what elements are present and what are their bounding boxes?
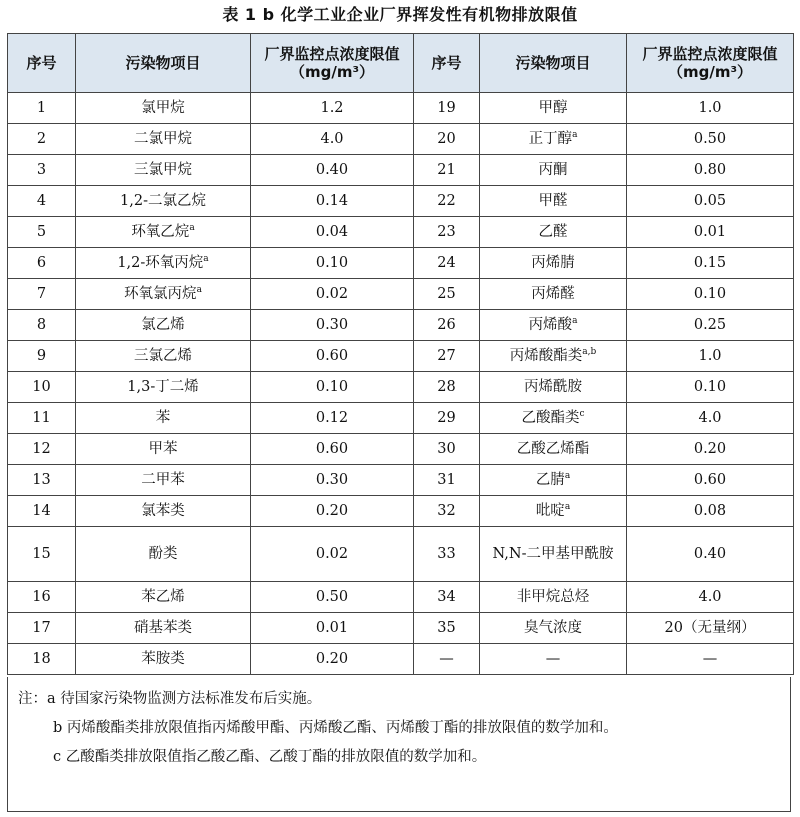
pollutant-name-right-text: 丙酮 (538, 162, 568, 178)
pollutant-name-right (480, 279, 627, 310)
limit-value-right (627, 434, 794, 465)
pollutant-name-left (76, 644, 251, 675)
pollutant-name-right-text: 丙烯酸 (528, 317, 573, 333)
limit-value-right (627, 527, 794, 582)
footnote-marker: a (189, 223, 195, 233)
table-row (8, 310, 794, 341)
limit-value-right-text: 0.50 (693, 131, 727, 147)
row-number-right-text: 25 (437, 286, 456, 302)
limit-value-left (251, 372, 414, 403)
pollutant-name-left-text: 苯胺类 (141, 651, 185, 667)
row-number-right (414, 124, 480, 155)
row-number-left-text: 3 (36, 162, 47, 178)
footnote-marker: a (572, 316, 578, 326)
limit-value-left-text: 0.20 (315, 503, 349, 519)
pollutant-name-right-text: 丙烯酸酯类 (509, 348, 583, 364)
header-item-left: 污染物项目 (76, 34, 251, 93)
row-number-left (8, 93, 76, 124)
row-number-left (8, 372, 76, 403)
row-number-left-text: 10 (32, 379, 51, 395)
row-number-right-text: 31 (437, 472, 456, 488)
limit-value-right (627, 582, 794, 613)
limit-value-right-text: 1.0 (698, 100, 722, 116)
row-number-right (414, 310, 480, 341)
row-number-right-text: 34 (437, 589, 456, 605)
limit-value-right (627, 613, 794, 644)
header-seq-right: 序号 (414, 34, 480, 93)
limit-value-right (627, 372, 794, 403)
pollutant-name-left (76, 613, 251, 644)
row-number-left-text: 4 (36, 193, 47, 209)
pollutant-name-right (480, 217, 627, 248)
limit-value-left-text: 0.20 (315, 651, 349, 667)
pollutant-name-left (76, 465, 251, 496)
row-number-right-text: 27 (437, 348, 456, 364)
row-number-right-text: 24 (437, 255, 456, 271)
row-number-left-text: 6 (36, 255, 47, 271)
pollutant-name-left-text: 苯乙烯 (141, 589, 185, 605)
pollutant-name-right-text: 丙烯腈 (531, 255, 575, 271)
row-number-left-text: 9 (36, 348, 47, 364)
row-number-right (414, 372, 480, 403)
pollutant-name-right (480, 403, 627, 434)
table-row (8, 434, 794, 465)
row-number-left (8, 403, 76, 434)
row-number-left-text: 11 (32, 410, 51, 426)
limit-value-left (251, 279, 414, 310)
limit-value-left-text: 0.02 (315, 286, 349, 302)
limit-value-right (627, 248, 794, 279)
pollutant-name-left-text: 1,3-丁二烯 (127, 379, 199, 395)
pollutant-name-left-text: 环氧乙烷 (131, 224, 190, 240)
row-number-right-text: — (439, 651, 454, 667)
limit-value-right (627, 279, 794, 310)
row-number-right-text: 33 (437, 546, 456, 562)
row-number-right (414, 403, 480, 434)
row-number-left (8, 434, 76, 465)
limit-value-right-text: 0.01 (693, 224, 727, 240)
table-row (8, 248, 794, 279)
pollutant-name-left-text: 氯甲烷 (141, 100, 185, 116)
row-number-right-text: 26 (437, 317, 456, 333)
limit-value-left-text: 1.2 (320, 100, 344, 116)
row-number-left-text: 7 (36, 286, 47, 302)
limit-value-right-text: 4.0 (698, 589, 722, 605)
table-row (8, 93, 794, 124)
table-row (8, 582, 794, 613)
header-item-right: 污染物项目 (480, 34, 627, 93)
row-number-right (414, 527, 480, 582)
pollutant-name-left (76, 217, 251, 248)
limit-value-left-text: 0.12 (315, 410, 349, 426)
limit-value-left (251, 341, 414, 372)
table-row (8, 124, 794, 155)
row-number-right (414, 279, 480, 310)
pollutant-name-left-text: 硝基苯类 (134, 620, 192, 636)
pollutant-name-right-text: 乙酸乙烯酯 (516, 441, 590, 457)
pollutant-name-right (480, 124, 627, 155)
limit-value-right-text: 0.25 (693, 317, 727, 333)
limit-value-left-text: 0.40 (315, 162, 349, 178)
limit-value-right (627, 124, 794, 155)
row-number-left-text: 8 (36, 317, 47, 333)
pollutant-name-left-text: 二甲苯 (141, 472, 185, 488)
pollutant-name-right (480, 527, 627, 582)
pollutant-name-left-text: 三氯甲烷 (134, 162, 192, 178)
limit-value-left (251, 155, 414, 186)
pollutant-name-right-text: 臭气浓度 (524, 620, 582, 636)
table-row (8, 279, 794, 310)
table-title: 表 1 b 化学工业企业厂界挥发性有机物排放限值 (222, 5, 578, 24)
row-number-right-text: 19 (437, 100, 456, 116)
limit-value-right-text: 0.10 (693, 379, 727, 395)
row-number-right-text: 23 (437, 224, 456, 240)
pollutant-name-right (480, 248, 627, 279)
pollutant-name-left (76, 527, 251, 582)
limit-value-right (627, 644, 794, 675)
row-number-left-text: 16 (32, 589, 51, 605)
row-number-left (8, 124, 76, 155)
pollutant-name-left (76, 582, 251, 613)
pollutant-name-right (480, 186, 627, 217)
limit-value-right-text: 0.40 (693, 546, 727, 562)
limit-value-left-text: 0.30 (315, 317, 349, 333)
limit-value-left-text: 4.0 (320, 131, 344, 147)
footnote-marker: a (572, 130, 578, 140)
table-row (8, 644, 794, 675)
limit-value-left (251, 93, 414, 124)
row-number-right (414, 341, 480, 372)
note-c: c 乙酸酯类排放限值指乙酸乙酯、乙酸丁酯的排放限值的数学加和。 (53, 749, 487, 765)
pollutant-name-left-text: 酚类 (148, 546, 178, 562)
table-row (8, 341, 794, 372)
limit-value-left (251, 496, 414, 527)
row-number-right (414, 93, 480, 124)
limit-value-right (627, 217, 794, 248)
pollutant-name-right (480, 341, 627, 372)
row-number-left (8, 644, 76, 675)
limit-value-left (251, 310, 414, 341)
pollutant-name-right (480, 465, 627, 496)
row-number-right-text: 28 (437, 379, 456, 395)
pollutant-name-left-text: 二氯甲烷 (134, 131, 192, 147)
limit-value-right (627, 93, 794, 124)
pollutant-name-left-text: 氯乙烯 (141, 317, 185, 333)
limit-value-right-text: 4.0 (698, 410, 722, 426)
row-number-left (8, 155, 76, 186)
row-number-right (414, 217, 480, 248)
limit-value-left (251, 124, 414, 155)
limit-value-right (627, 403, 794, 434)
limit-value-right-text: 20（无量纲） (664, 620, 756, 636)
row-number-right (414, 465, 480, 496)
limit-value-left (251, 527, 414, 582)
row-number-left (8, 217, 76, 248)
row-number-left-text: 14 (32, 503, 51, 519)
limit-value-left (251, 403, 414, 434)
table-row (8, 186, 794, 217)
footnote-marker: a (203, 254, 209, 264)
row-number-right (414, 613, 480, 644)
pollutant-name-left-text: 氯苯类 (141, 503, 185, 519)
row-number-right-text: 32 (437, 503, 456, 519)
row-number-right (414, 186, 480, 217)
footnote-marker: a (196, 285, 202, 295)
row-number-left-text: 5 (36, 224, 47, 240)
pollutant-name-left (76, 434, 251, 465)
limit-value-left-text: 0.02 (315, 546, 349, 562)
row-number-right (414, 582, 480, 613)
row-number-left (8, 527, 76, 582)
limit-value-right-text: 1.0 (698, 348, 722, 364)
row-number-left (8, 248, 76, 279)
table-row (8, 496, 794, 527)
table-row (8, 372, 794, 403)
row-number-left-text: 12 (32, 441, 51, 457)
limit-value-right (627, 496, 794, 527)
table-row (8, 613, 794, 644)
pollutant-name-left (76, 403, 251, 434)
pollutant-name-right (480, 155, 627, 186)
row-number-left-text: 1 (36, 100, 47, 116)
limit-value-right-text: 0.08 (693, 503, 727, 519)
pollutant-name-right (480, 310, 627, 341)
limit-value-left-text: 0.60 (315, 441, 349, 457)
pollutant-name-left-text: 环氧氯丙烷 (124, 286, 197, 302)
footnote-marker: a,b (582, 347, 597, 357)
row-number-right-text: 22 (437, 193, 456, 209)
row-number-left (8, 582, 76, 613)
pollutant-name-left (76, 155, 251, 186)
row-number-right (414, 155, 480, 186)
row-number-left-text: 18 (32, 651, 51, 667)
row-number-right-text: 29 (437, 410, 456, 426)
row-number-left (8, 341, 76, 372)
limit-value-left (251, 248, 414, 279)
limit-value-left-text: 0.10 (315, 379, 349, 395)
pollutant-name-right-text: 非甲烷总烃 (516, 589, 590, 605)
pollutant-name-left-text: 1,2-环氧丙烷 (117, 255, 204, 271)
header-limit-right: 厂界监控点浓度限值（mg/m³） (627, 34, 794, 93)
footnote-marker: a (564, 502, 571, 512)
limit-value-right-text: 0.80 (693, 162, 727, 178)
pollutant-name-right (480, 93, 627, 124)
pollutant-name-right-text: 吡啶 (535, 503, 565, 519)
pollutant-name-left (76, 93, 251, 124)
pollutant-name-left (76, 124, 251, 155)
pollutant-name-right (480, 496, 627, 527)
limit-value-right-text: 0.20 (693, 441, 727, 457)
table-row (8, 465, 794, 496)
note-b: b 丙烯酸酯类排放限值指丙烯酸甲酯、丙烯酸乙酯、丙烯酸丁酯的排放限值的数学加和。 (53, 720, 618, 736)
row-number-left (8, 496, 76, 527)
limit-value-left (251, 186, 414, 217)
pollutant-name-right-text: 甲醇 (538, 100, 568, 116)
row-number-left-text: 15 (32, 546, 51, 562)
limit-value-left (251, 582, 414, 613)
pollutant-name-left (76, 496, 251, 527)
row-number-left-text: 2 (36, 131, 47, 147)
limit-value-right-text: — (702, 651, 718, 667)
row-number-right-text: 20 (437, 131, 456, 147)
limit-value-left (251, 644, 414, 675)
pollutant-name-right-text: 乙腈 (535, 472, 565, 488)
row-number-right (414, 248, 480, 279)
footnote-marker: c (579, 409, 585, 419)
pollutant-name-right-text: 正丁醇 (528, 131, 573, 147)
pollutant-name-left (76, 310, 251, 341)
pollutant-name-right (480, 582, 627, 613)
limit-value-left-text: 0.14 (315, 193, 349, 209)
pollutant-name-right (480, 434, 627, 465)
limit-value-right (627, 186, 794, 217)
limit-value-left-text: 0.60 (315, 348, 349, 364)
row-number-right-text: 30 (437, 441, 456, 457)
pollutant-name-left (76, 372, 251, 403)
pollutant-name-right-text: N,N-二甲基甲酰胺 (492, 546, 614, 562)
table-row (8, 217, 794, 248)
pollutant-name-right (480, 372, 627, 403)
pollutant-name-left (76, 186, 251, 217)
table-header-row (8, 34, 794, 93)
row-number-right (414, 644, 480, 675)
pollutant-name-right-text: 丙烯醛 (531, 286, 575, 302)
table-row (8, 527, 794, 582)
limit-value-left-text: 0.10 (315, 255, 349, 271)
pollutant-name-left-text: 1,2-二氯乙烷 (120, 193, 206, 209)
pollutant-name-left (76, 248, 251, 279)
limit-value-left (251, 613, 414, 644)
limit-value-right (627, 155, 794, 186)
limit-value-right-text: 0.10 (693, 286, 727, 302)
table-row (8, 155, 794, 186)
table-notes (7, 677, 791, 812)
limit-value-right (627, 341, 794, 372)
row-number-right-text: 21 (437, 162, 456, 178)
footnote-marker: a (564, 471, 571, 481)
row-number-left (8, 186, 76, 217)
pollutant-name-right (480, 613, 627, 644)
row-number-left (8, 310, 76, 341)
pollutant-name-left-text: 苯 (155, 410, 171, 426)
pollutant-name-right-text: 甲醛 (538, 193, 568, 209)
pollutant-name-right-text: 乙醛 (538, 224, 568, 240)
limit-value-right (627, 310, 794, 341)
limit-value-right (627, 465, 794, 496)
limit-value-right-text: 0.15 (693, 255, 727, 271)
header-limit-left: 厂界监控点浓度限值（mg/m³） (251, 34, 414, 93)
pollutant-name-right-text: 丙烯酰胺 (524, 379, 582, 395)
row-number-right (414, 496, 480, 527)
emission-limits-table (7, 33, 794, 675)
limit-value-left-text: 0.04 (315, 224, 349, 240)
row-number-left-text: 13 (32, 472, 51, 488)
pollutant-name-left (76, 279, 251, 310)
limit-value-left-text: 0.50 (315, 589, 349, 605)
pollutant-name-right-text: — (545, 651, 561, 667)
limit-value-left (251, 434, 414, 465)
limit-value-right-text: 0.05 (693, 193, 727, 209)
row-number-right-text: 35 (437, 620, 456, 636)
row-number-left (8, 613, 76, 644)
row-number-right (414, 434, 480, 465)
pollutant-name-left-text: 三氯乙烯 (134, 348, 192, 364)
pollutant-name-left (76, 341, 251, 372)
limit-value-left-text: 0.01 (315, 620, 349, 636)
row-number-left (8, 279, 76, 310)
limit-value-right-text: 0.60 (693, 472, 727, 488)
pollutant-name-right (480, 644, 627, 675)
row-number-left-text: 17 (32, 620, 51, 636)
limit-value-left-text: 0.30 (315, 472, 349, 488)
header-seq-left: 序号 (8, 34, 76, 93)
limit-value-left (251, 465, 414, 496)
table-row (8, 403, 794, 434)
row-number-left (8, 465, 76, 496)
pollutant-name-left-text: 甲苯 (148, 441, 178, 457)
note-a: 注：a 待国家污染物监测方法标准发布后实施。 (18, 691, 322, 707)
pollutant-name-right-text: 乙酸酯类 (521, 410, 580, 426)
limit-value-left (251, 217, 414, 248)
